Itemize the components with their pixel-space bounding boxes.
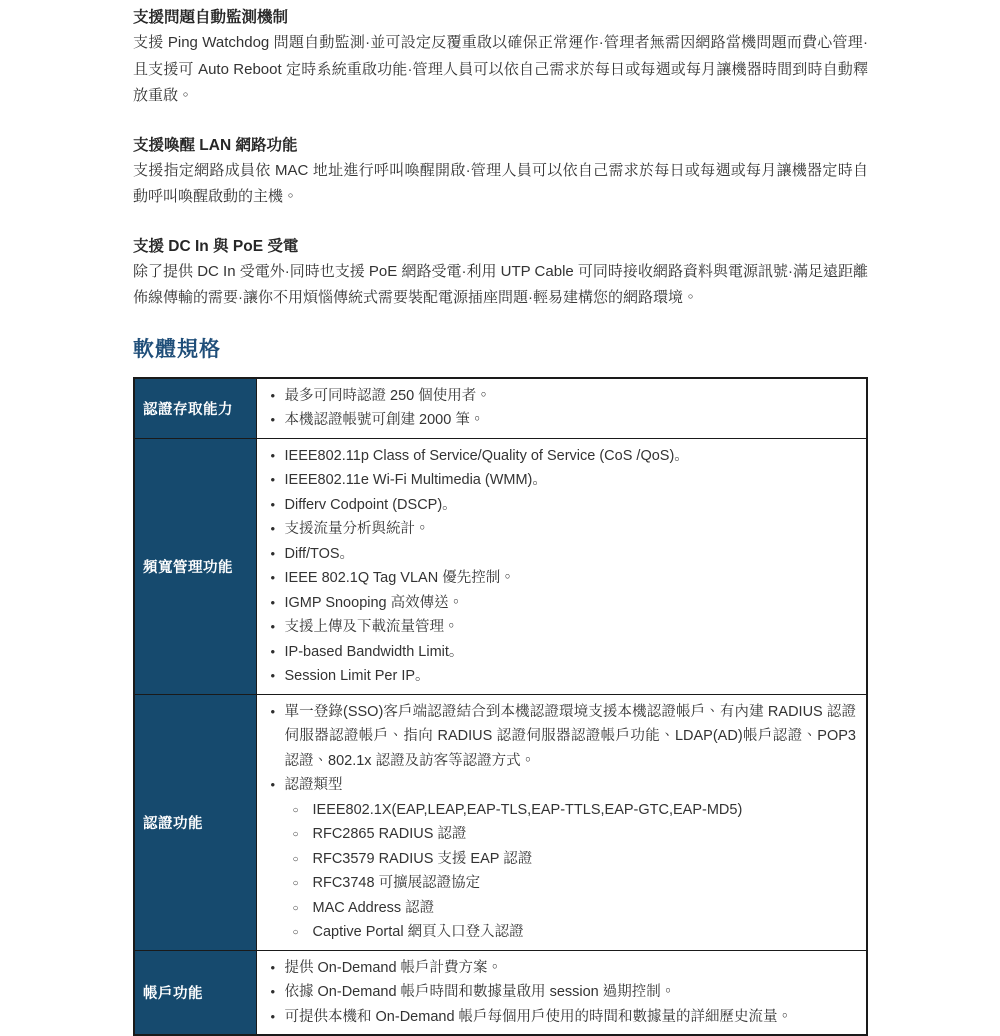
section-heading: 支援喚醒 LAN 網路功能	[133, 134, 868, 158]
spec-item: • 可提供本機和 On-Demand 帳戶每個用戶使用的時間和數據量的詳細歷史流量。	[263, 1005, 857, 1030]
spec-item: • Diff/TOS。	[263, 542, 857, 567]
spec-item: • IEEE802.11p Class of Service/Quality of Service (CoS /QoS)。	[263, 444, 857, 469]
spec-item: • 單一登錄(SSO)客戶端認證結合到本機認證環境支援本機認證帳戶、有內建 RADIUS 認證伺服器認證帳戶、指向 RADIUS 認證伺服器認證帳戶功能、LDAP(AD)帳戶認證、POP3 認證、802.1x 認證及訪客等認證方式。	[263, 700, 857, 774]
spec-section-title: 軟體規格	[133, 336, 868, 364]
spec-row-label: 認證存取能力	[134, 378, 256, 439]
spec-item: • IP-based Bandwidth Limit。	[263, 640, 857, 665]
spec-item: • 認證類型	[263, 773, 857, 798]
bullet-list	[263, 444, 857, 689]
spec-item: • 支援上傳及下載流量管理。	[263, 615, 857, 640]
table-row	[134, 378, 867, 439]
feature-section-wake-on-lan	[133, 134, 868, 211]
spec-item: • Session Limit Per IP。	[263, 664, 857, 689]
spec-row-content	[256, 694, 867, 950]
spec-item: • 本機認證帳號可創建 2000 筆。	[263, 408, 857, 433]
spec-item: • Differv Codpoint (DSCP)。	[263, 493, 857, 518]
spec-row-content	[256, 438, 867, 694]
bullet-list	[263, 384, 857, 433]
section-heading: 支援問題自動監測機制	[133, 6, 868, 30]
spec-row-content	[256, 378, 867, 439]
table-row	[134, 950, 867, 1035]
spec-item: • 最多可同時認證 250 個使用者。	[263, 384, 857, 409]
section-paragraph: 支援 Ping Watchdog 問題自動監測·並可設定反覆重啟以確保正常運作·管理者無需因網路當機問題而費心管理·且支援可 Auto Reboot 定時系統重啟功能·管理人員可以依自己需求於每日或每週或每月讓機器時間到時自動釋放重啟。	[133, 30, 868, 110]
spec-item: • IEEE802.11e Wi-Fi Multimedia (WMM)。	[263, 468, 857, 493]
spec-item: • 依據 On-Demand 帳戶時間和數據量啟用 session 過期控制。	[263, 980, 857, 1005]
spec-subitem: ○ Captive Portal 網頁入口登入認證	[291, 920, 857, 945]
feature-section-watchdog	[133, 6, 868, 110]
spec-subitem: ○ RFC3579 RADIUS 支援 EAP 認證	[291, 847, 857, 872]
spec-subitem: ○ RFC2865 RADIUS 認證	[291, 822, 857, 847]
spec-row-label: 帳戶功能	[134, 950, 256, 1035]
spec-subitem: ○ IEEE802.1X(EAP,LEAP,EAP-TLS,EAP-TTLS,EAP-GTC,EAP-MD5)	[291, 798, 857, 823]
spec-item: • IEEE 802.1Q Tag VLAN 優先控制。	[263, 566, 857, 591]
sub-bullet-list	[291, 798, 857, 945]
spec-item: • IGMP Snooping 高效傳送。	[263, 591, 857, 616]
spec-table	[133, 377, 868, 1036]
spec-item: • 支援流量分析與統計。	[263, 517, 857, 542]
bullet-list	[263, 956, 857, 1030]
section-heading: 支援 DC In 與 PoE 受電	[133, 235, 868, 259]
section-paragraph: 支援指定網路成員依 MAC 地址進行呼叫喚醒開啟·管理人員可以依自己需求於每日或每週或每月讓機器定時自動呼叫喚醒啟動的主機。	[133, 158, 868, 211]
spec-row-label: 頻寬管理功能	[134, 438, 256, 694]
table-row	[134, 694, 867, 950]
spec-row-content	[256, 950, 867, 1035]
section-paragraph: 除了提供 DC In 受電外·同時也支援 PoE 網路受電·利用 UTP Cable 可同時接收網路資料與電源訊號·滿足遠距離佈線傳輸的需要·讓你不用煩惱傳統式需要裝配電源插座問題·輕易建構您的網路環境。	[133, 259, 868, 312]
spec-item: • 提供 On-Demand 帳戶計費方案。	[263, 956, 857, 981]
spec-row-label: 認證功能	[134, 694, 256, 950]
spec-subitem: ○ MAC Address 認證	[291, 896, 857, 921]
table-row	[134, 438, 867, 694]
feature-section-poe	[133, 235, 868, 312]
spec-subitem: ○ RFC3748 可擴展認證協定	[291, 871, 857, 896]
bullet-list	[263, 700, 857, 798]
